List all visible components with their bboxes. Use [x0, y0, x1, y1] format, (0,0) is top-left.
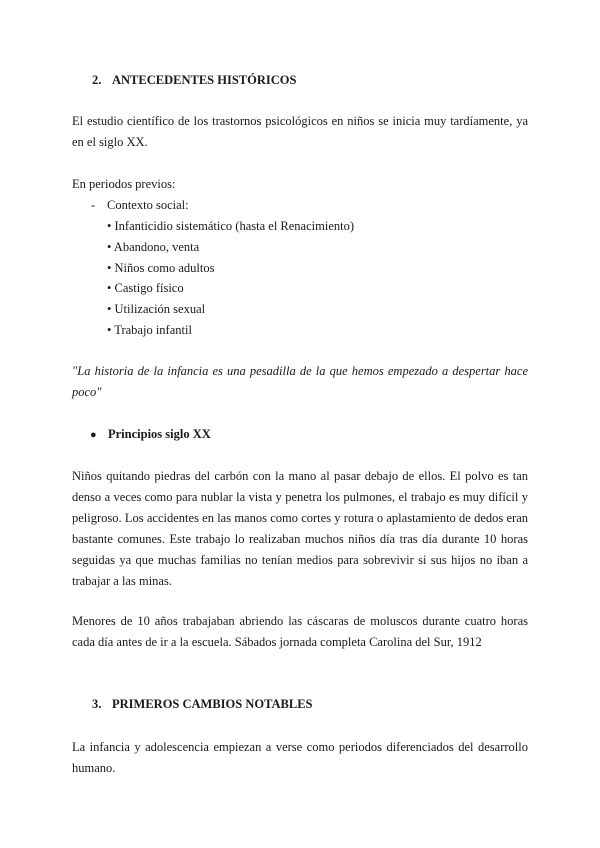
intro-paragraph: El estudio científico de los trastornos psicológicos en niños se inicia muy tardíamente, ya en el siglo XX. — [72, 114, 528, 149]
previous-periods-label: En periodos previos: — [72, 177, 176, 191]
subsection-heading — [90, 424, 390, 446]
list-item: • Infanticidio sistemático (hasta el Renacimiento) — [107, 219, 355, 233]
social-context-list — [107, 216, 354, 341]
section-3-number: 3. — [92, 697, 102, 711]
bullet-marker: ● — [90, 429, 97, 441]
section-2-number: 2. — [92, 73, 102, 87]
paragraph-mines: Niños quitando piedras del carbón con la mano al pasar debajo de ellos. El polvo es tan denso a veces como para nublar la vista y penetra los pulmones, el trabajo es muy difícil y peligroso. Los accidentes en las manos como cortes y rotura o aplastamiento de dedos eran bastante comunes. Este trabajo lo realizaban muchos niños día tras día durante 10 horas seguidas ya que muchas familias no tenían medios para sobrevivir si sus hijos no iban a trabajar a las minas. — [72, 469, 528, 588]
context-list-item — [91, 195, 391, 216]
quote: "La historia de la infancia es una pesadilla de la que hemos empezado a despertar hace poco" — [72, 364, 528, 399]
context-label: Contexto social: — [107, 198, 189, 212]
section-2-title: ANTECEDENTES HISTÓRICOS — [112, 73, 297, 87]
list-item: • Castigo físico — [107, 281, 184, 296]
list-item: • Abandono, venta — [107, 239, 200, 254]
dash-marker: - — [91, 198, 96, 212]
subsection-title: Principios siglo XX — [108, 427, 211, 441]
section-3-heading — [92, 694, 512, 715]
paragraph-changes: La infancia y adolescencia empiezan a verse como periodos diferenciados del desarrollo humano. — [72, 740, 528, 775]
list-item: • Niños como adultos — [107, 260, 215, 275]
paragraph-molluscs: Menores de 10 años trabajaban abriendo las cáscaras de moluscos durante cuatro horas cada día antes de ir a la escuela. Sábados jornada completa Carolina del Sur, 1912 — [72, 614, 528, 649]
section-2-heading — [92, 70, 512, 91]
list-item: • Trabajo infantil — [107, 322, 192, 337]
list-item: • Utilización sexual — [107, 302, 206, 317]
section-3-title: PRIMEROS CAMBIOS NOTABLES — [112, 697, 313, 711]
